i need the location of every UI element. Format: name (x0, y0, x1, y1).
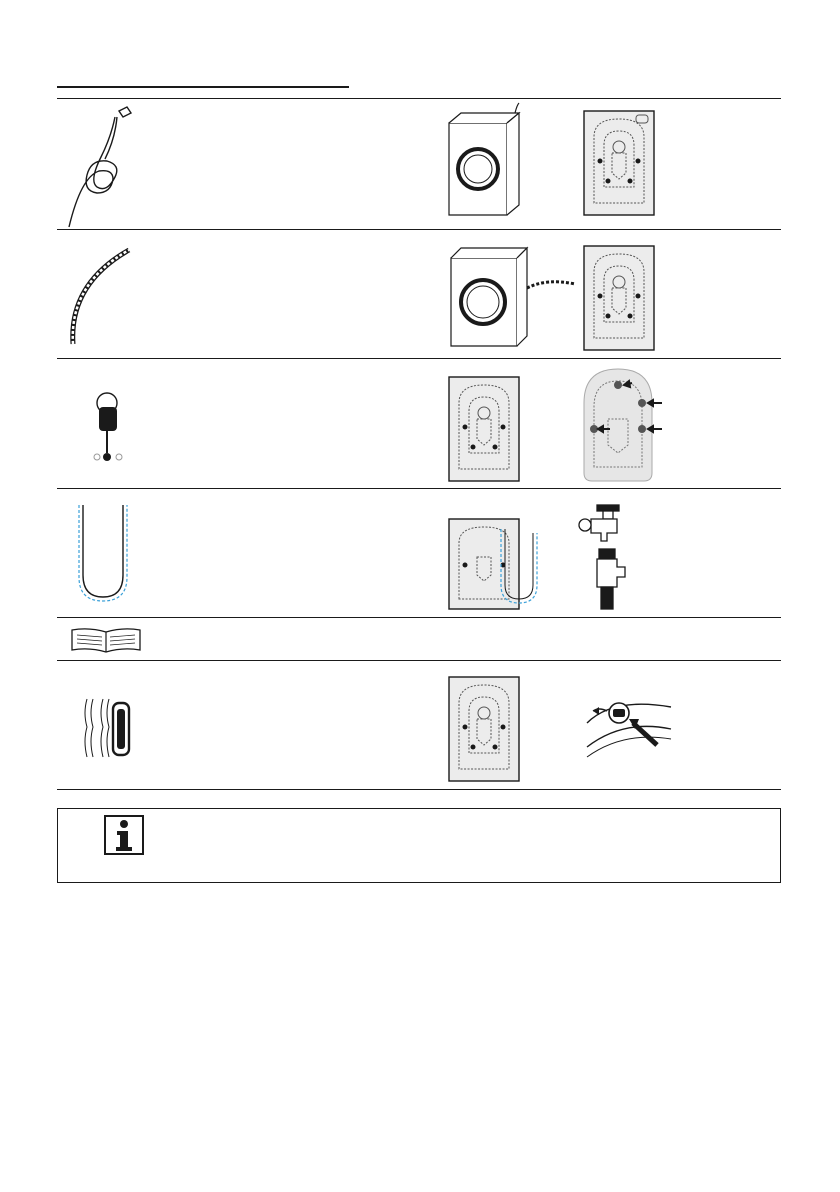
table-row (57, 98, 781, 229)
table-row (57, 229, 781, 358)
manual-book-icon (69, 627, 143, 653)
accessories-table (57, 98, 781, 790)
washer-rear-view-icon (582, 107, 658, 217)
table-row (57, 488, 781, 617)
washer-side-view-icon (445, 101, 529, 219)
washer-rear-view-icon (447, 673, 523, 783)
information-icon (104, 815, 144, 855)
table-row (57, 358, 781, 488)
washer-rear-hoses-icon (447, 515, 547, 613)
drain-hose-icon (67, 244, 137, 348)
washer-rear-view-icon (447, 373, 523, 483)
info-note-box (57, 808, 781, 883)
blanking-caps-icon (81, 695, 133, 763)
tap-connector-icon (577, 503, 637, 615)
inlet-hose-icon (75, 503, 133, 599)
table-row (57, 660, 781, 790)
heading-underline (57, 86, 349, 88)
washer-with-hose-icon (447, 240, 579, 350)
washer-rear-view-icon (582, 242, 658, 352)
power-cord-icon (65, 103, 135, 227)
table-row (57, 617, 781, 660)
cap-insert-detail-icon (583, 687, 675, 761)
rear-panel-bolt-arrows-icon (580, 363, 666, 485)
transit-bolt-icon (91, 389, 131, 465)
